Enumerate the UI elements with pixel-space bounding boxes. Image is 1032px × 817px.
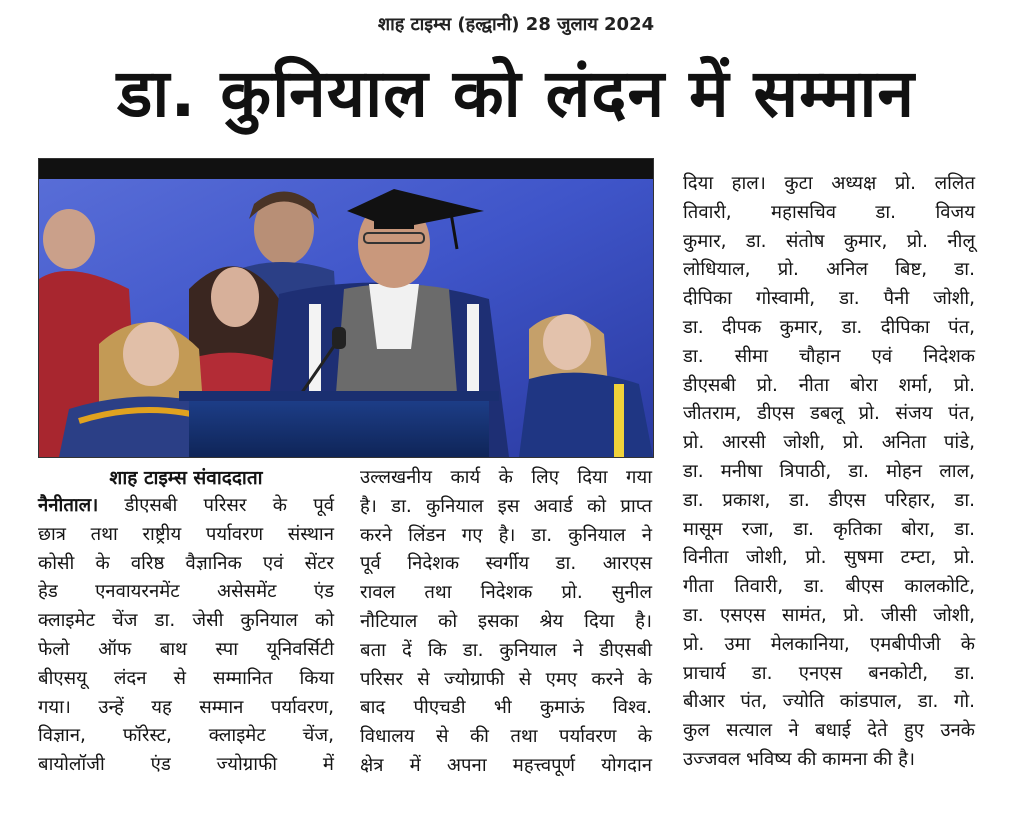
article-line: जीतराम, डीएस डबलू प्रो. संजय पंत,: [683, 403, 975, 425]
article-line: डा. सीमा चौहान एवं निदेशक: [683, 345, 975, 367]
article-line: डा. मनीषा त्रिपाठी, डा. मोहन लाल,: [683, 460, 975, 482]
article-line: कुल सत्याल ने बधाई देते हुए उनके: [683, 720, 975, 742]
article-line: प्राचार्य डा. एनएस बनकोटी, डा.: [683, 662, 975, 684]
article-line: मासूम रजा, डा. कृतिका बोरा, डा.: [683, 518, 975, 540]
article-line: डीएसबी प्रो. नीता बोरा शर्मा, प्रो.: [683, 374, 975, 396]
article-line: बीआर पंत, ज्योति कांडपाल, डा. गो.: [683, 691, 975, 713]
article-line: छात्र तथा राष्ट्रीय पर्यावरण संस्थान: [38, 523, 334, 545]
article-line: विज्ञान, फॉरेस्ट, क्लाइमेट चेंज,: [38, 725, 334, 747]
article-line: तिवारी, महासचिव डा. विजय: [683, 201, 975, 223]
article-line: फेलो ऑफ बाथ स्पा यूनिवर्सिटी: [38, 638, 334, 660]
article-line: उल्लखनीय कार्य के लिए दिया गया: [360, 467, 652, 488]
article-line: बीएसयू लंदन से सम्मानित किया: [38, 667, 334, 689]
article-line: डा. दीपक कुमार, डा. दीपिका पंत,: [683, 316, 975, 338]
article-line: विनीता जोशी, प्रो. सुषमा टम्टा, प्रो.: [683, 547, 975, 569]
article-line: उज्जवल भविष्य की कामना की है।: [683, 748, 916, 770]
article-line: कोसी के वरिष्ठ वैज्ञानिक एवं सेंटर: [38, 552, 334, 574]
article-line: क्षेत्र में अपना महत्त्वपूर्ण योगदान: [360, 754, 652, 776]
article-line: है। डा. कुनियाल इस अवार्ड को प्राप्त: [360, 495, 652, 517]
article-line: डा. एसएस सामंत, प्रो. जीसी जोशी,: [683, 604, 975, 626]
article-line: डा. प्रकाश, डा. डीएस परिहार, डा.: [683, 489, 975, 511]
byline: शाह टाइम्स संवाददाता: [109, 467, 263, 489]
news-photo: [38, 158, 654, 458]
article-line: करने लिंडन गए है। डा. कुनियाल ने: [360, 524, 652, 546]
dateline: शाह टाइम्स (हल्द्वानी) 28 जुलाय 2024: [377, 14, 655, 35]
article-line: बाद पीएचडी भी कुमाऊं विश्व.: [360, 697, 652, 719]
article-column-2: [360, 464, 652, 781]
article-line: प्रो. उमा मेलकानिया, एमबीपीजी के: [683, 633, 975, 655]
article-line: नौटियाल को इसका श्रेय दिया है।: [360, 610, 652, 632]
article-line: गया। उन्हें यह सम्मान पर्यावरण,: [38, 696, 334, 718]
article-line: रावल तथा निदेशक प्रो. सुनील: [360, 582, 652, 604]
article-line: नैनीताल। डीएसबी परिसर के पूर्व: [38, 495, 334, 516]
article-line: क्लाइमेट चेंज डा. जेसी कुनियाल को: [38, 610, 334, 632]
article-line: दीपिका गोस्वामी, डा. पैनी जोशी,: [683, 288, 975, 310]
dateline-place: नैनीताल।: [38, 495, 99, 516]
article-line: गीता तिवारी, डा. बीएस कालकोटि,: [683, 576, 975, 598]
article-line: परिसर से ज्योग्राफी से एमए करने के: [360, 668, 652, 690]
article-line: बायोलॉजी एंड ज्योग्राफी में: [38, 754, 334, 776]
article-line: लोधियाल, प्रो. अनिल बिष्ट, डा.: [683, 259, 975, 281]
article-line: बता दें कि डा. कुनियाल ने डीएसबी: [360, 639, 652, 661]
article-line: पूर्व निदेशक स्वर्गीय डा. आरएस: [360, 553, 652, 575]
article-column-1: [38, 464, 334, 780]
headline: डा. कुनियाल को लंदन में सम्मान: [116, 55, 916, 132]
article-line: हेड एनवायरनमेंट असेसमेंट एंड: [38, 581, 334, 603]
article-line: प्रो. आरसी जोशी, प्रो. अनिता पांडे,: [683, 432, 975, 454]
article-line: विधालय से की तथा पर्यावरण के: [360, 726, 652, 748]
article-line: कुमार, डा. संतोष कुमार, प्रो. नीलू: [683, 230, 975, 252]
article-line: दिया हाल। कुटा अध्यक्ष प्रो. ललित: [683, 173, 975, 194]
article-column-3: [683, 170, 975, 775]
